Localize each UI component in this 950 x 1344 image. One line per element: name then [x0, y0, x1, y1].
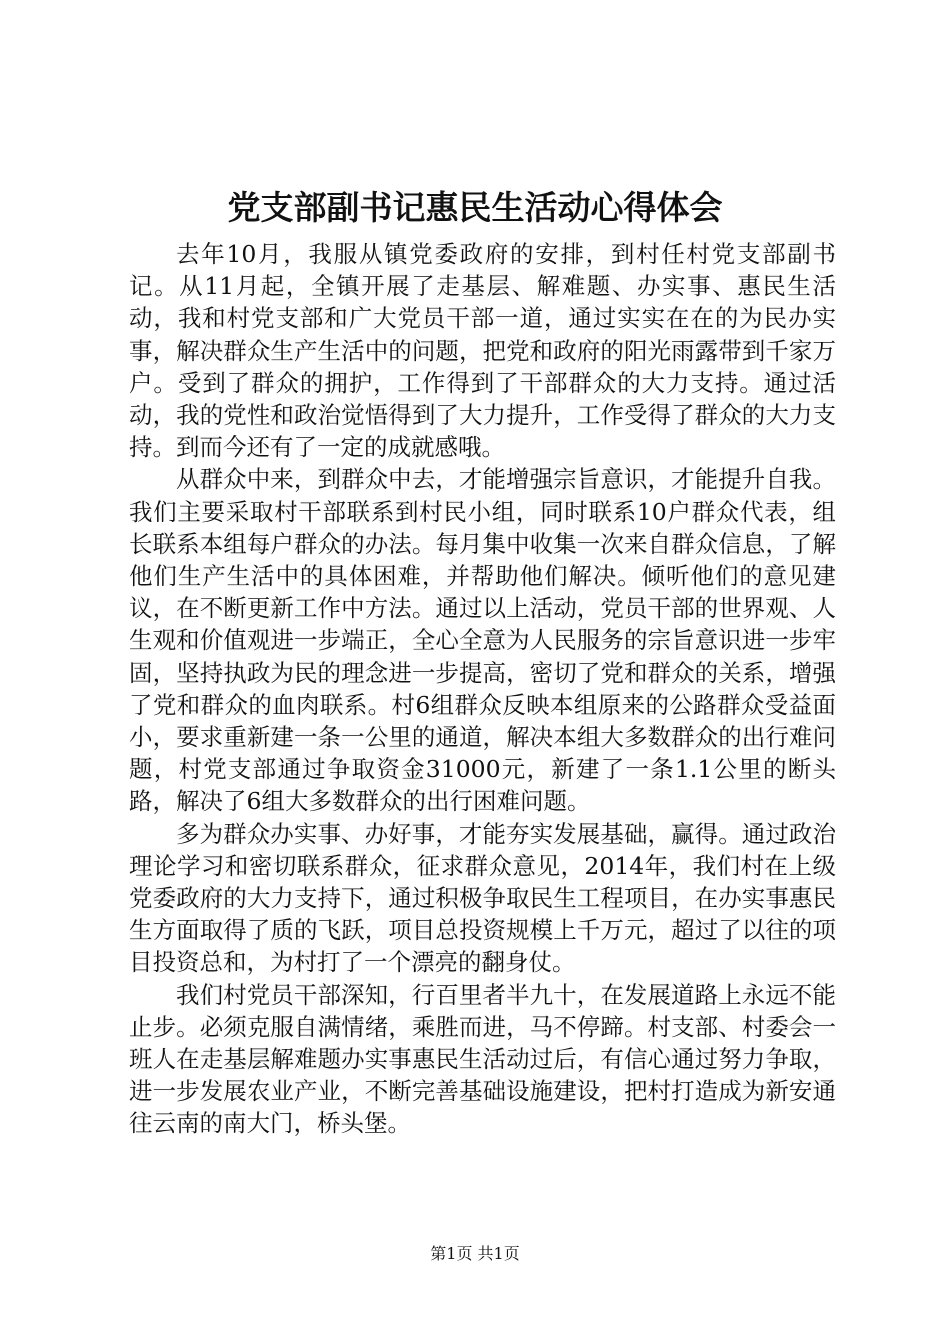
paragraph-3: 多为群众办实事、办好事，才能夯实发展基础，赢得。通过政治理论学习和密切联系群众，征求群众意见，2014年，我们村在上级党委政府的大力支持下，通过积极争取民生工程项目，在办实事惠民生方面取得了质的飞跃，项目总投资规模上千万元，超过了以往的项目投资总和，为村打了一个漂亮的翻身仗。: [129, 819, 836, 977]
document-body: [129, 238, 836, 1140]
page-number-footer: 第1页 共1页: [430, 1244, 520, 1263]
paragraph-2: 从群众中来，到群众中去，才能增强宗旨意识，才能提升自我。我们主要采取村干部联系到村民小组，同时联系10户群众代表，组长联系本组每户群众的办法。每月集中收集一次来自群众信息，了解他们生产生活中的具体困难，并帮助他们解决。倾听他们的意见建议，在不断更新工作中方法。通过以上活动，党员干部的世界观、人生观和价值观进一步端正，全心全意为人民服务的宗旨意识进一步牢固，坚持执政为民的理念进一步提高，密切了党和群众的关系，增强了党和群众的血肉联系。村6组群众反映本组原来的公路群众受益面小，要求重新建一条一公里的通道，解决本组大多数群众的出行难问题，村党支部通过争取资金31000元，新建了一条1.1公里的断头路，解决了6组大多数群众的出行困难问题。: [129, 465, 836, 816]
paragraph-1: 去年10月，我服从镇党委政府的安排，到村任村党支部副书记。从11月起，全镇开展了走基层、解难题、办实事、惠民生活动，我和村党支部和广大党员干部一道，通过实实在在的为民办实事，解决群众生产生活中的问题，把党和政府的阳光雨露带到千家万户。受到了群众的拥护，工作得到了干部群众的大力支持。通过活动，我的党性和政治觉悟得到了大力提升，工作受得了群众的大力支持。到而今还有了一定的成就感哦。: [129, 240, 836, 462]
paragraph-4: 我们村党员干部深知，行百里者半九十，在发展道路上永远不能止步。必须克服自满情绪，乘胜而进，马不停蹄。村支部、村委会一班人在走基层解难题办实事惠民生活动过后，有信心通过努力争取，进一步发展农业产业，不断完善基础设施建设，把村打造成为新安通往云南的南大门，桥头堡。: [129, 980, 836, 1138]
document-title: 党支部副书记惠民生活动心得体会: [227, 188, 723, 227]
